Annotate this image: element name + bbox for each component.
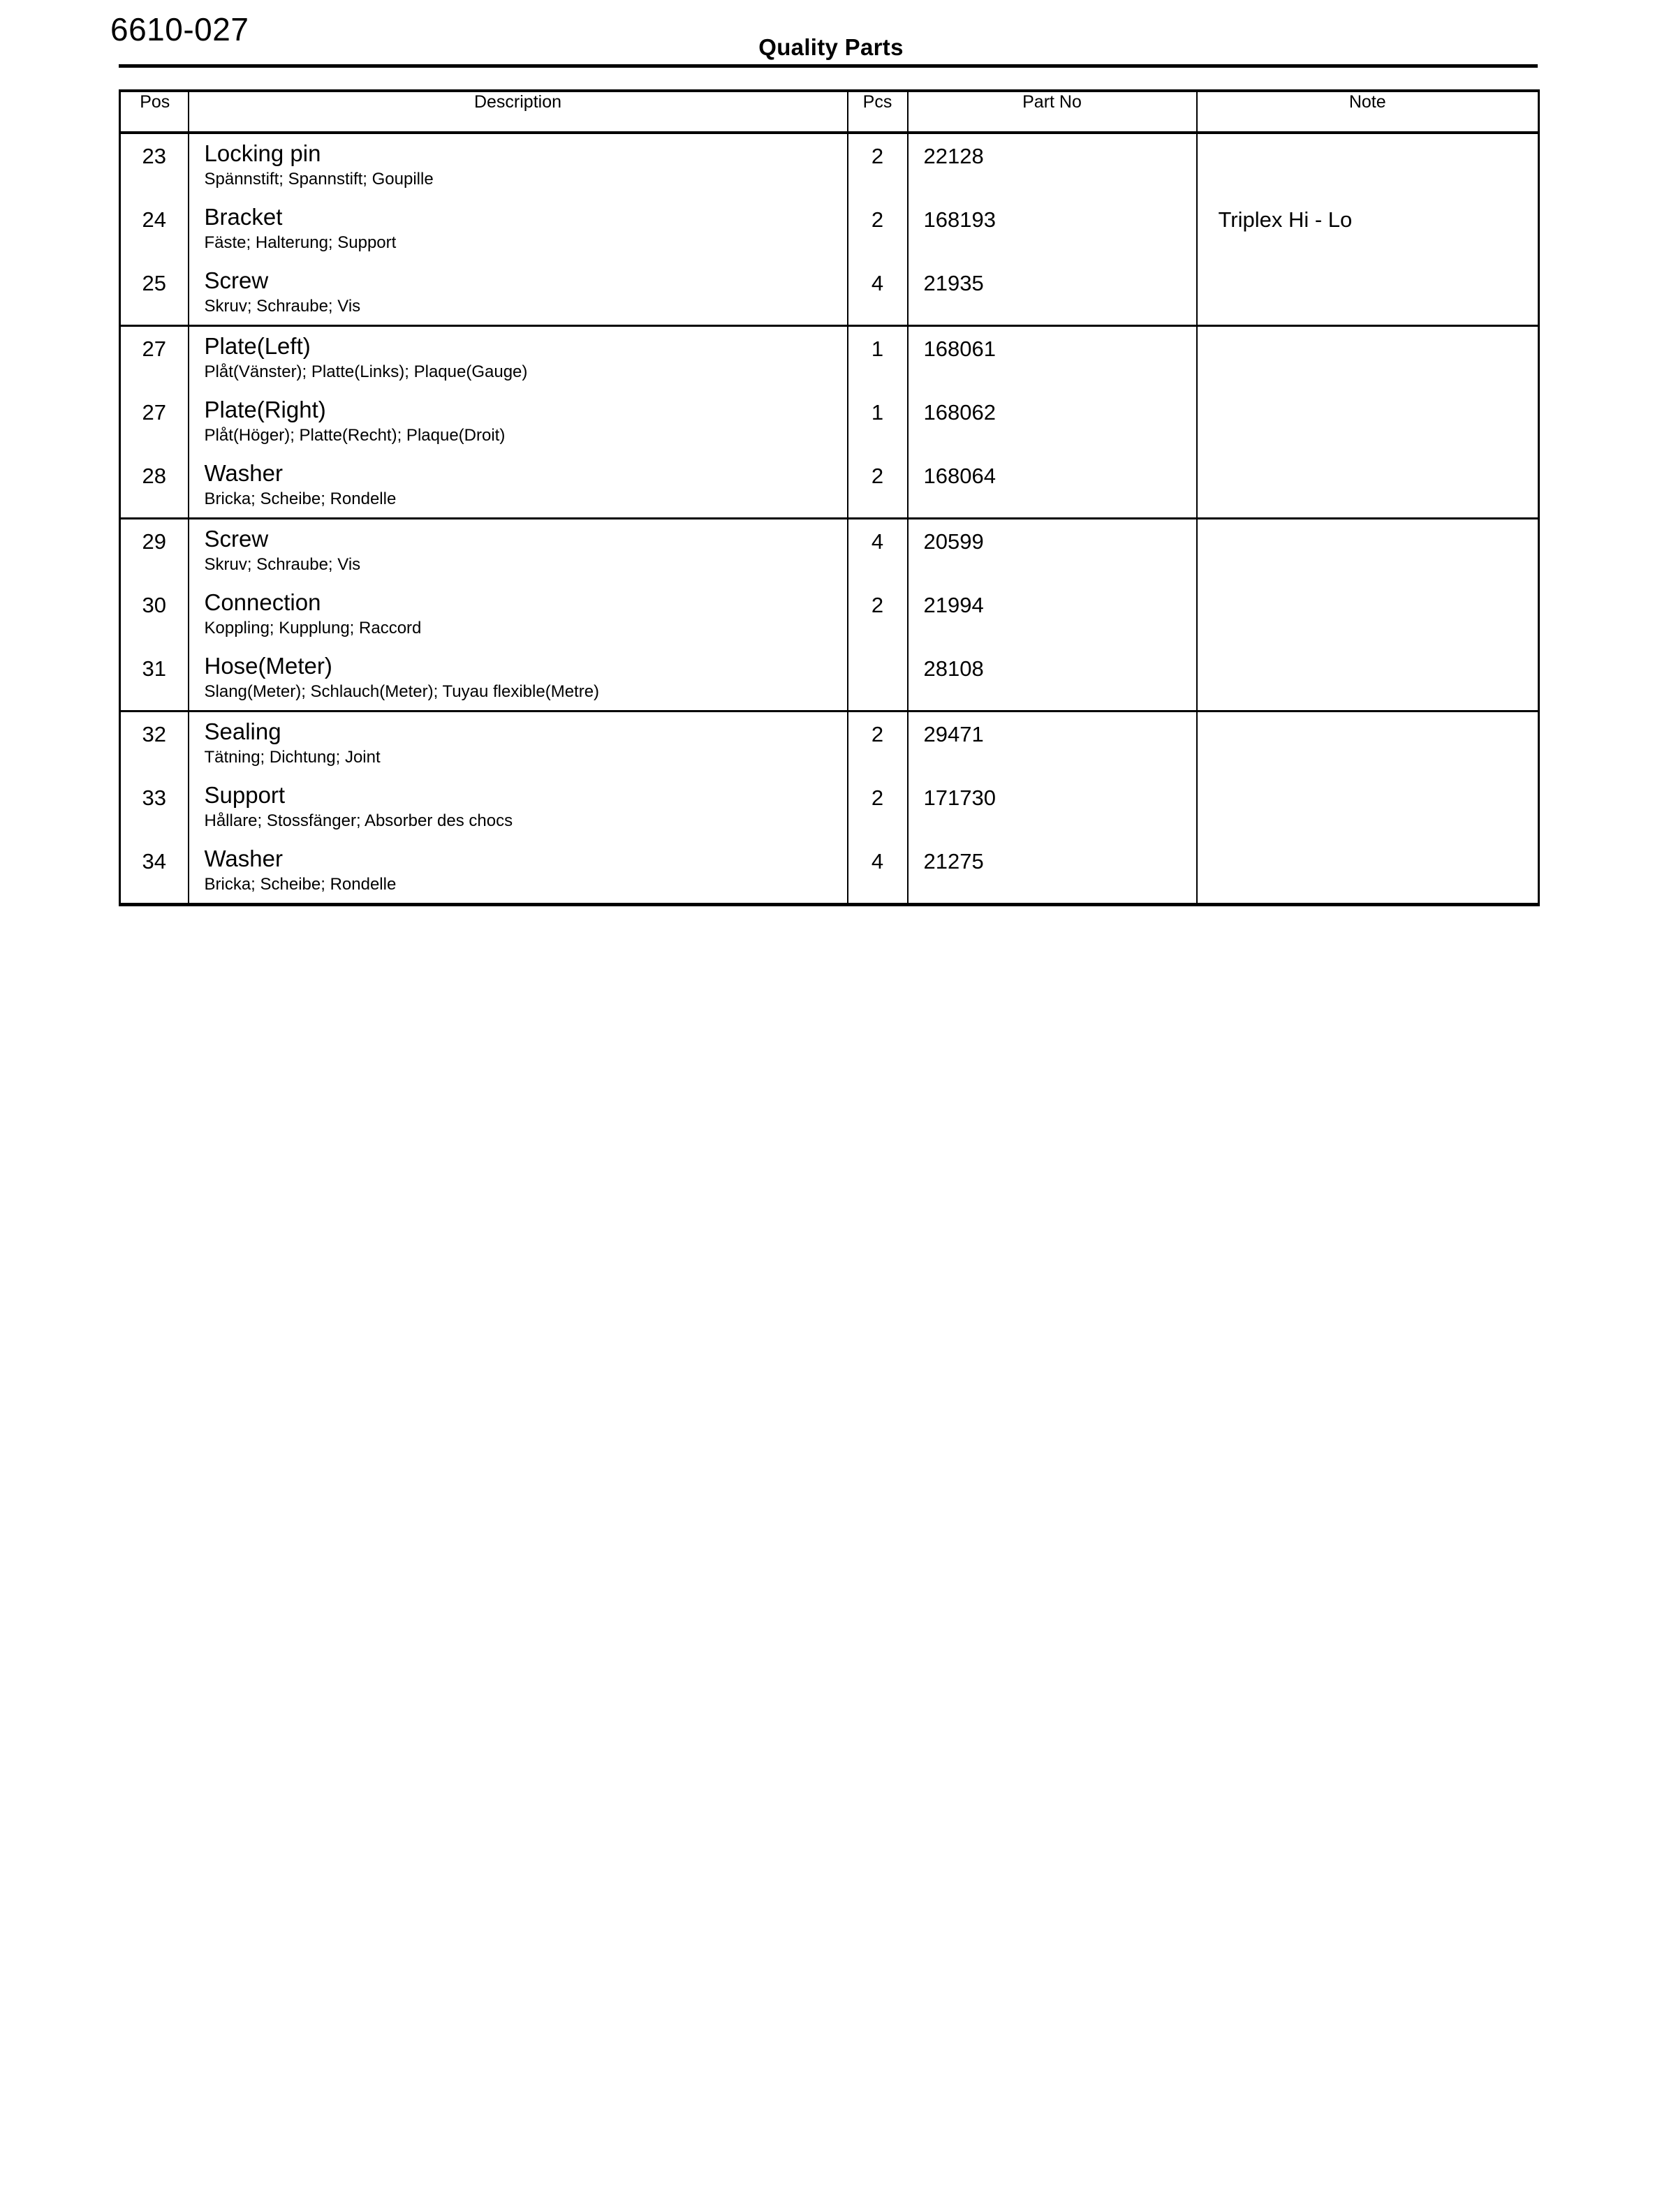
cell-part-no: 22128	[908, 133, 1197, 198]
part-name: Support	[204, 782, 286, 808]
cell-description	[189, 839, 848, 905]
cell-description	[189, 133, 848, 198]
cell-pos: 34	[120, 839, 189, 905]
part-name-translations: Koppling; Kupplung; Raccord	[204, 619, 422, 637]
table-header-row	[120, 91, 1539, 133]
part-name-translations: Bricka; Scheibe; Rondelle	[204, 875, 397, 894]
cell-note	[1197, 133, 1539, 198]
cell-description	[189, 776, 848, 839]
part-name-translations: Fäste; Halterung; Support	[204, 233, 397, 252]
column-header-pos: Pos	[120, 91, 189, 133]
cell-pcs: 1	[848, 326, 908, 391]
part-name-translations: Plåt(Höger); Platte(Recht); Plaque(Droit)	[204, 426, 506, 445]
cell-part-no: 21994	[908, 583, 1197, 647]
cell-pos: 27	[120, 326, 189, 391]
part-name: Sealing	[204, 718, 281, 744]
cell-pos: 23	[120, 133, 189, 198]
part-name: Hose(Meter)	[204, 653, 332, 679]
cell-pcs: 2	[848, 133, 908, 198]
column-header-part-no: Part No	[908, 91, 1197, 133]
cell-pos: 24	[120, 198, 189, 261]
part-name-translations: Slang(Meter); Schlauch(Meter); Tuyau flexible(Metre)	[204, 682, 600, 701]
cell-pos: 30	[120, 583, 189, 647]
table-row	[120, 198, 1539, 261]
cell-pos: 29	[120, 519, 189, 584]
table-header	[120, 91, 1539, 133]
table-row	[120, 261, 1539, 326]
cell-part-no: 168064	[908, 454, 1197, 519]
part-name: Washer	[204, 460, 283, 486]
part-name-translations: Plåt(Vänster); Platte(Links); Plaque(Gauge)	[204, 362, 528, 381]
cell-note	[1197, 454, 1539, 519]
part-name: Locking pin	[204, 140, 321, 166]
cell-note	[1197, 261, 1539, 326]
cell-description	[189, 326, 848, 391]
page-title: Quality Parts	[758, 34, 904, 60]
part-name: Screw	[204, 526, 269, 552]
cell-description	[189, 261, 848, 326]
cell-part-no: 21935	[908, 261, 1197, 326]
cell-part-no: 168062	[908, 390, 1197, 454]
table-row	[120, 776, 1539, 839]
cell-pcs: 4	[848, 519, 908, 584]
cell-pcs	[848, 647, 908, 711]
cell-note	[1197, 326, 1539, 391]
cell-description	[189, 390, 848, 454]
table-group	[120, 711, 1539, 905]
cell-part-no: 20599	[908, 519, 1197, 584]
table-group	[120, 519, 1539, 711]
cell-pcs: 4	[848, 261, 908, 326]
cell-note	[1197, 583, 1539, 647]
table-group	[120, 326, 1539, 519]
table-group	[120, 133, 1539, 326]
table-row	[120, 839, 1539, 905]
cell-pos: 32	[120, 711, 189, 776]
cell-part-no: 21275	[908, 839, 1197, 905]
cell-pos: 28	[120, 454, 189, 519]
parts-table	[119, 89, 1540, 906]
cell-part-no: 168061	[908, 326, 1197, 391]
cell-note	[1197, 839, 1539, 905]
cell-part-no: 171730	[908, 776, 1197, 839]
cell-note	[1197, 776, 1539, 839]
part-name-translations: Skruv; Schraube; Vis	[204, 297, 361, 316]
part-name-translations: Bricka; Scheibe; Rondelle	[204, 489, 397, 508]
part-name-translations: Spännstift; Spannstift; Goupille	[204, 170, 434, 189]
cell-note	[1197, 519, 1539, 584]
column-header-description: Description	[189, 91, 848, 133]
cell-part-no: 168193	[908, 198, 1197, 261]
header-divider	[119, 64, 1538, 68]
cell-pcs: 1	[848, 390, 908, 454]
table-row	[120, 454, 1539, 519]
cell-pos: 33	[120, 776, 189, 839]
table-row	[120, 519, 1539, 584]
table-row	[120, 583, 1539, 647]
part-name: Washer	[204, 846, 283, 871]
part-name: Plate(Left)	[204, 333, 311, 359]
cell-note	[1197, 711, 1539, 776]
cell-description	[189, 647, 848, 711]
table-row	[120, 390, 1539, 454]
cell-pos: 27	[120, 390, 189, 454]
part-name-translations: Tätning; Dichtung; Joint	[204, 748, 381, 767]
cell-pcs: 2	[848, 583, 908, 647]
cell-description	[189, 198, 848, 261]
part-name-translations: Hållare; Stossfänger; Absorber des chocs	[204, 811, 513, 830]
table-row	[120, 326, 1539, 391]
table-row	[120, 711, 1539, 776]
part-name: Connection	[204, 589, 321, 615]
cell-pcs: 2	[848, 454, 908, 519]
table-row	[120, 647, 1539, 711]
cell-part-no: 28108	[908, 647, 1197, 711]
cell-description	[189, 454, 848, 519]
cell-description	[189, 519, 848, 584]
cell-pos: 25	[120, 261, 189, 326]
cell-pcs: 2	[848, 776, 908, 839]
cell-pcs: 2	[848, 711, 908, 776]
cell-note	[1197, 390, 1539, 454]
part-name-translations: Skruv; Schraube; Vis	[204, 555, 361, 574]
page-code: 6610-027	[110, 11, 249, 47]
column-header-note: Note	[1197, 91, 1539, 133]
part-name: Bracket	[204, 204, 283, 230]
cell-pcs: 2	[848, 198, 908, 261]
cell-pos: 31	[120, 647, 189, 711]
cell-pcs: 4	[848, 839, 908, 905]
cell-note: Triplex Hi - Lo	[1197, 198, 1539, 261]
column-header-pcs: Pcs	[848, 91, 908, 133]
cell-note	[1197, 647, 1539, 711]
part-name: Plate(Right)	[204, 397, 326, 422]
part-name: Screw	[204, 267, 269, 293]
cell-description	[189, 583, 848, 647]
cell-part-no: 29471	[908, 711, 1197, 776]
cell-description	[189, 711, 848, 776]
table-row	[120, 133, 1539, 198]
